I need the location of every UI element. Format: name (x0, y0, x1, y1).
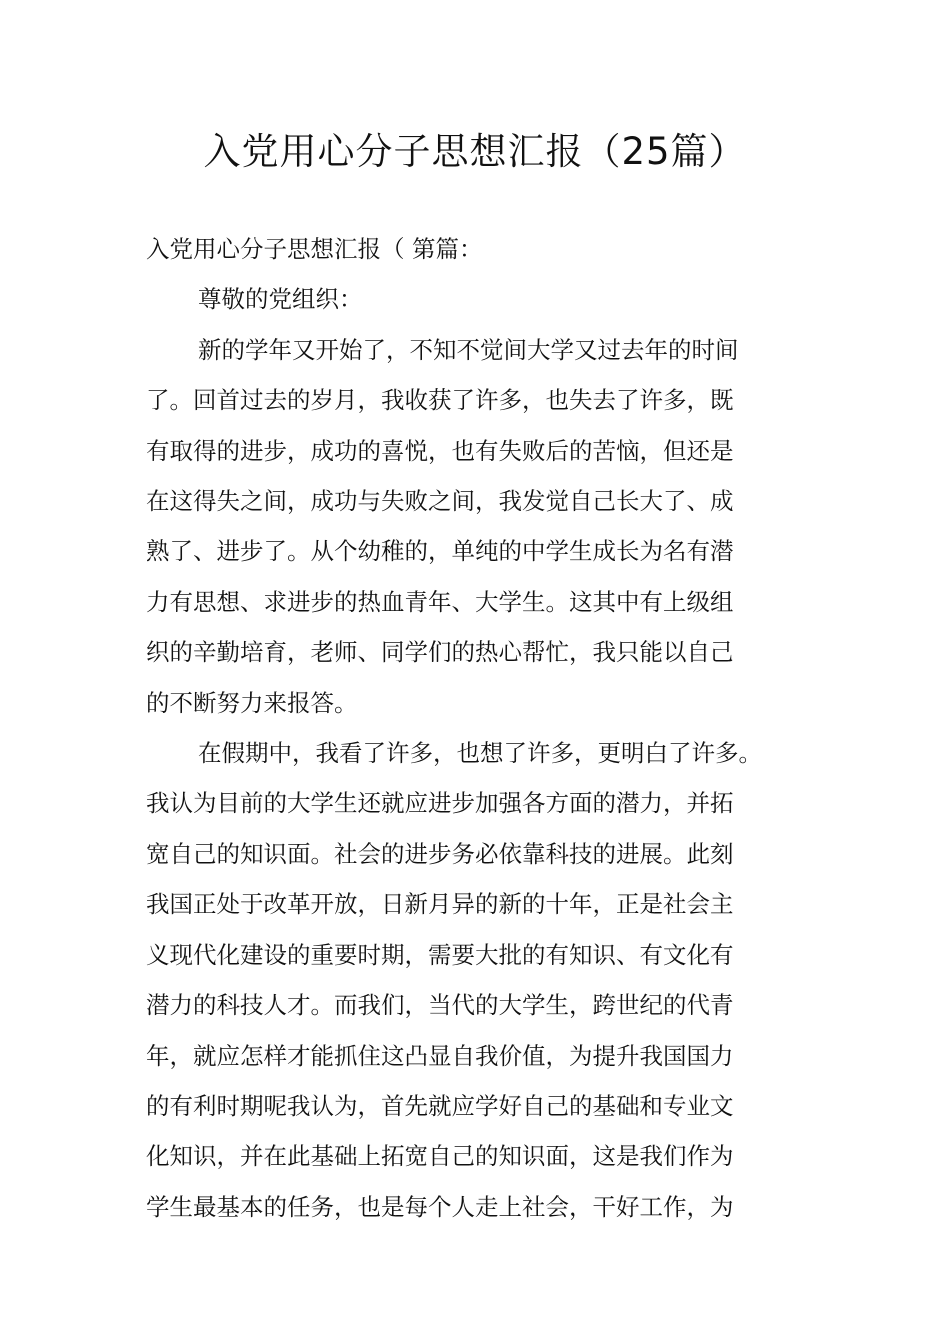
paragraph-line: 学生最基本的任务，也是每个人走上社会，干好工作，为 (146, 1192, 734, 1221)
document-title: 入党用心分子思想汇报（25篇） (203, 130, 747, 173)
paragraph-line: 织的辛勤培育，老师、同学们的热心帮忙，我只能以自己 (146, 638, 734, 667)
section-heading: 入党用心分子思想汇报（ 第篇： (146, 235, 483, 263)
paragraph-line: 我国正处于改革开放，日新月异的新的十年，正是社会主 (146, 890, 734, 919)
paragraph-line: 新的学年又开始了，不知不觉间大学又过去年的时间 (198, 335, 739, 364)
paragraph-2 (146, 728, 811, 1232)
paragraph-line: 宽自己的知识面。社会的进步务必依靠科技的进展。此刻 (146, 839, 734, 868)
paragraph-line: 潜力的科技人才。而我们，当代的大学生，跨世纪的代青 (146, 991, 734, 1020)
paragraph-line: 的不断努力来报答。 (146, 688, 358, 717)
paragraph-1 (146, 325, 811, 728)
paragraph-line: 义现代化建设的重要时期，需要大批的有知识、有文化有 (146, 940, 734, 969)
paragraph-line: 熟了、进步了。从个幼稚的，单纯的中学生成长为名有潜 (146, 537, 734, 566)
paragraph-line: 在这得失之间，成功与失败之间，我发觉自己长大了、成 (146, 487, 734, 516)
salutation: 尊敬的党组织： (198, 285, 363, 314)
document-body (146, 224, 811, 1232)
paragraph-line: 力有思想、求进步的热血青年、大学生。这其中有上级组 (146, 587, 734, 616)
paragraph-line: 在假期中，我看了许多，也想了许多，更明白了许多。 (198, 739, 762, 768)
paragraph-line: 我认为目前的大学生还就应进步加强各方面的潜力，并拓 (146, 789, 734, 818)
paragraph-line: 了。回首过去的岁月，我收获了许多，也失去了许多，既 (146, 386, 734, 415)
paragraph-line: 有取得的进步，成功的喜悦，也有失败后的苦恼，但还是 (146, 436, 734, 465)
paragraph-line: 化知识，并在此基础上拓宽自己的知识面，这是我们作为 (146, 1142, 734, 1171)
paragraph-line: 年，就应怎样才能抓住这凸显自我价值，为提升我国国力 (146, 1041, 734, 1070)
paragraph-line: 的有利时期呢我认为，首先就应学好自己的基础和专业文 (146, 1091, 734, 1120)
